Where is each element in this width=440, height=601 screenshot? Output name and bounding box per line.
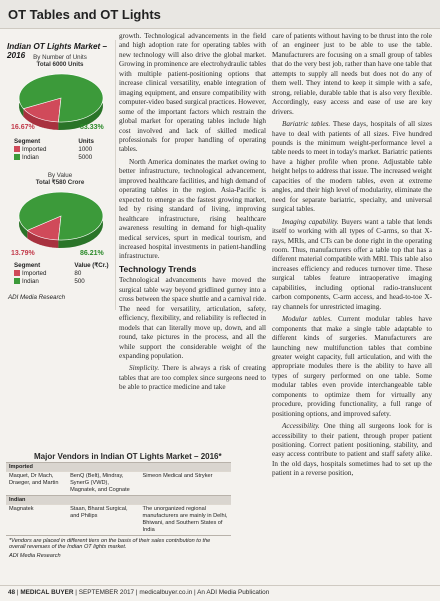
publisher-tag: An ADI Media Publication: [197, 589, 270, 596]
issue-date: SEPTEMBER 2017: [78, 589, 135, 596]
paragraph: [272, 218, 432, 313]
legend2-header-value: Value (₹Cr.): [74, 262, 109, 269]
legend2-imported-value: 80: [74, 270, 82, 277]
pie-chart-value: [14, 188, 108, 252]
swatch-imported: [14, 146, 20, 152]
chart-source: ADI Media Research: [8, 294, 66, 301]
paragraph-lead: Imaging capability.: [282, 217, 339, 226]
paragraph: [119, 364, 266, 392]
paragraph-body: There is always a risk of creating tables that are too complex since surgeons need to be able to practice medicine and take: [119, 364, 266, 392]
chart-title: Indian OT Lights Market – 2016: [7, 42, 108, 60]
swatch2-imported: [14, 270, 20, 276]
pie1-label-imported: 16.67%: [11, 124, 35, 131]
paragraph-body: These days, hospitals of all sizes have to deal with patients of all sizes. Five hundred pounds is the minimum weight-performance level a table needs to meet in today's market. Bariatric patients have a higher profile when prone. Adjustable table height helps to address that issue. The increased weight capacities of the modern tables, even at extreme angles, and their high level of modularity, eliminate the need for separate bariatric, specialty, and universal surgical tables.: [272, 120, 432, 214]
paragraph: [272, 120, 432, 215]
page-header: [0, 0, 440, 29]
table-cell: Staan, Bharat Surgical, and Philips: [70, 506, 128, 519]
pie2-label-imported: 13.79%: [11, 250, 35, 257]
vendors-source: ADI Media Research: [9, 553, 61, 559]
paragraph-lead: Simplicity.: [129, 364, 160, 373]
page-number: 48: [8, 589, 16, 596]
legend2-indian-value: 500: [74, 278, 85, 285]
paragraph-body: Buyers want a table that lends itself to working with all types of C-arms, so that X-rays, MRIs, and CTs can be done right in the operating room. Thus, manufacturers offer a table top that has a different material compatible with MRI. This table also increases efficiency and reduces turnover time. These surgical tables feature intraoperative imaging capabilities, including optional radio-translucent carbon components, C-arm access, and head-to-toe X-ray channels for unrestricted imaging.: [272, 217, 432, 311]
article-column-2: [119, 32, 266, 396]
legend-indian: Indian: [22, 154, 39, 161]
vendors-title: Major Vendors in Indian OT Lights Market – 2016*: [34, 452, 222, 461]
legend-imported: Imported: [22, 146, 47, 153]
legend2-header-segment: Segment: [14, 262, 41, 269]
chart2-subtitle: By Value: [47, 172, 73, 179]
vendors-note: *Vendors are placed in different tiers on the basis of their sales contribution to the overall revenues of the Indian OT lights market.: [6, 535, 231, 552]
publication-name: MEDICAL BUYER: [20, 589, 74, 596]
table-cell: Maquet, Dr Mach, Draeger, and Martin: [9, 473, 59, 486]
chart1-subtitle: By Number of Units: [33, 54, 87, 61]
pie1-label-indian: 83.33%: [80, 124, 104, 131]
table-row: [6, 504, 231, 535]
table-cell: Simeon Medical and Stryker: [142, 473, 213, 479]
paragraph-lead: Modular tables.: [282, 315, 333, 324]
paragraph-lead: Bariatric tables.: [282, 120, 331, 129]
table-cell: BenQ (Belt), Mindray, SynerG (VWD), Magnatek, and Cognate: [70, 473, 130, 493]
chart2-legend: [12, 262, 111, 286]
legend-indian-units: 5000: [78, 154, 93, 161]
swatch-indian: [14, 154, 20, 160]
vendors-imported-header: Imported: [6, 462, 231, 471]
paragraph-body: Current modular tables have components that make a single table adaptable to different kinds of surgeries. Manufacturers are launching new multifunction tables that combine greater weight capacity, full articulation, and with the appropriate modules there is the ability to have all types of surgery performed on one table. Some modular tables even provide interchangeable table components to optimize them for virtually any procedure, providing functionality, a full range of positioning options, and improved safety.: [272, 315, 433, 418]
article-column-3: [272, 32, 432, 482]
paragraph: North America dominates the market owing to better infrastructure, technological advancement, improved healthcare facilities, and high demand of operating tables in the region. Asia-Pacific is expected to emerge as the fastest growing market, led by rising standard of living, improving healthcare infrastructure, rising healthcare awareness resulting in demand for high-quality medical services, spurt in medical tourism, and increased hospital investments in patient-handling infrastructure.: [119, 157, 266, 261]
table-cell: The unorganized regional manufacturers are mainly in Delhi, Bhiwani, and Southern States of India: [142, 506, 228, 533]
legend-header-units: Units: [78, 138, 94, 145]
vendors-indian-header: Indian: [6, 495, 231, 504]
paragraph: [272, 315, 432, 419]
website: medicalbuyer.co.in: [139, 589, 193, 596]
chart2-total: Total ₹580 Crore: [35, 179, 85, 186]
legend-imported-units: 1000: [78, 146, 93, 153]
chart1-legend: [12, 138, 96, 162]
chart1-total: Total 6000 Units: [36, 61, 84, 68]
paragraph: care of patients without having to be thrust into the role of an engineer just to be able to use the table. Manufacturers are focusing on a small group of tables that do the very best job, rather than have one table that attempts to supply all needs but does not do any of them well. They intend to keep it simple with a safe, strong, reliable, durable table that is also very flexible. Accordingly, easy access and ease of use are key drivers.: [272, 32, 432, 116]
pie2-label-indian: 86.21%: [80, 250, 104, 257]
paragraph-body: One thing all surgeons look for is accessibility to their patient, through proper patient positioning. Correct patient positioning, stability, and easy access contribute to patient and staff safety alike. In the old days, hospitals sometimes had to set up the patient in a reverse position,: [272, 422, 433, 478]
vendors-table: [6, 462, 231, 560]
paragraph: [272, 422, 432, 479]
legend2-imported: Imported: [22, 270, 47, 277]
table-cell: Magnatek: [9, 506, 34, 512]
page-title: OT Tables and OT Lights: [8, 7, 161, 22]
paragraph-lead: Accessibility.: [282, 422, 320, 431]
swatch2-indian: [14, 278, 20, 284]
paragraph: growth. Technological advancements in the field and high adoption rate for operating tables with new technology will also drive the global market. Growing in prominence are electrohydraulic tables with multiple patient-positioning options that increase clinical versatility, enable integration of imaging equipment, and ensure compatibility with computer-video based surgical practices. However, some of the important factors which restrain the global market for operating tables include high cost involved and lack of skilled medical professionals for proper handling of operating tables.: [119, 32, 266, 154]
paragraph: Technological advancements have moved the surgical table way beyond gridlined gurney into a cross between the space shuttle and a carnival ride. The need for versatility, articulation, safety, efficiency, flexibility, and reliability is reflected in models that can literally move up, down, and all round, take pictures in the process, and all the while support the considerable weight of the expanding population.: [119, 276, 266, 360]
legend2-indian: Indian: [22, 278, 39, 285]
section-heading: Technology Trends: [119, 263, 197, 274]
legend-header-segment: Segment: [14, 138, 41, 145]
table-row: [6, 471, 231, 495]
page-footer: 48 | MEDICAL BUYER | SEPTEMBER 2017 | medicalbuyer.co.in | An ADI Media Publication: [0, 585, 440, 601]
